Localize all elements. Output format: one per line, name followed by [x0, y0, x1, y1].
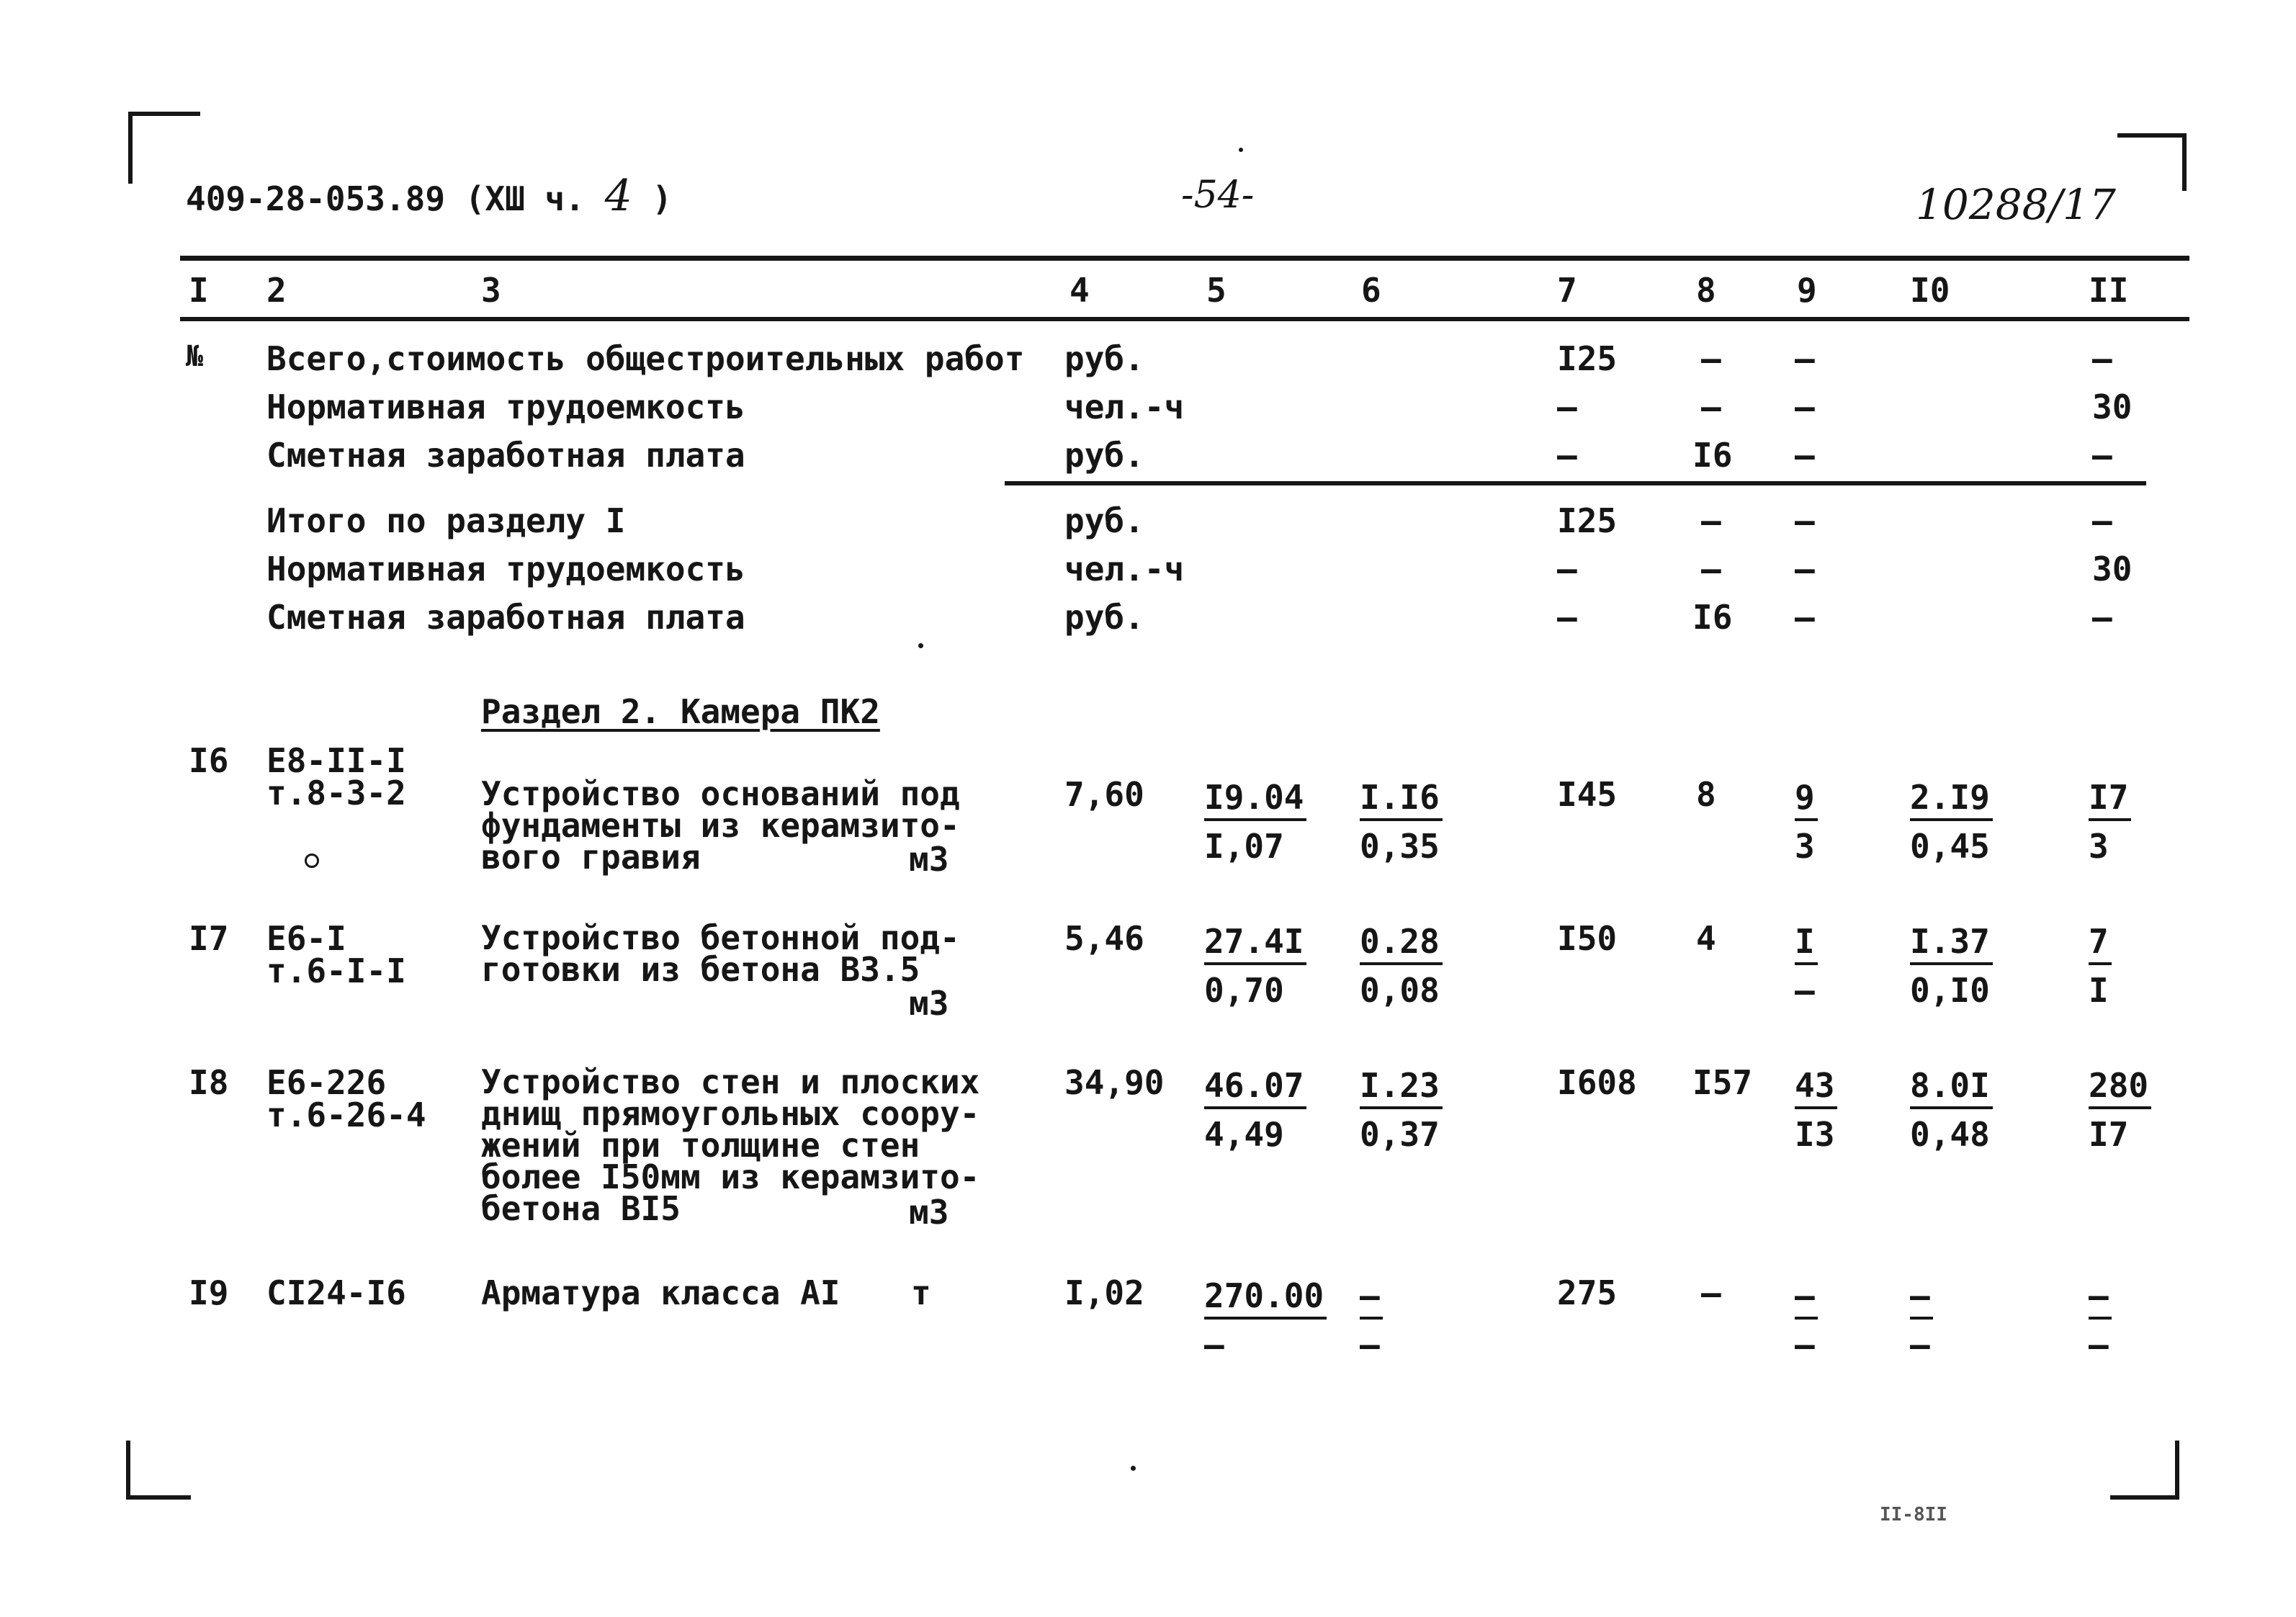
col-header-2: 2: [266, 271, 287, 310]
col-header-9: 9: [1797, 271, 1817, 310]
norm-code: Е6-226: [266, 1063, 387, 1102]
c9-bottom: –: [1795, 971, 1815, 1010]
summary-c7: –: [1557, 436, 1577, 475]
col-header-11: II: [2089, 271, 2129, 310]
summary-c11: 30: [2092, 388, 2133, 426]
c9-bottom: 3: [1795, 827, 1815, 866]
total-cost: I608: [1557, 1063, 1637, 1102]
unit: т: [911, 1273, 931, 1312]
total-cost: I45: [1557, 775, 1618, 814]
c10-top: 8.0I: [1910, 1066, 1993, 1109]
unit-cost-c6: [1360, 1276, 1525, 1364]
summary-c8: I6: [1692, 436, 1733, 475]
doc-code-text: 409-28-053.89 (ХШ ч.: [186, 179, 585, 218]
doc-code-close: ): [652, 179, 673, 218]
c5-top: 270.00: [1204, 1276, 1327, 1320]
summary-label: Нормативная трудоемкость: [266, 388, 745, 426]
summary-unit: руб.: [1064, 501, 1144, 540]
c11-top: 280: [2089, 1066, 2151, 1109]
scan-speck: [918, 643, 923, 648]
work-description: Устройство стен и плоских днищ прямоугольных соору- жений при толщине стен более I50мм из керамзито- бетона ВI5: [481, 1062, 980, 1228]
summary-label: Сметная заработная плата: [266, 598, 745, 637]
quantity: 34,90: [1064, 1063, 1165, 1102]
c9-top: I: [1795, 922, 1818, 965]
row-number: I9: [189, 1273, 229, 1312]
c11-bottom: 3: [2089, 827, 2109, 866]
c9-pair: [1795, 1066, 1881, 1154]
c11-pair: [2089, 922, 2182, 1010]
scan-speck: [1131, 1466, 1136, 1471]
quantity: I,02: [1064, 1273, 1144, 1312]
col-header-1: I: [189, 271, 209, 310]
summary-unit: чел.-ч: [1064, 550, 1185, 588]
unit-cost-c5: [1204, 922, 1370, 1010]
summary-label: Сметная заработная плата: [266, 436, 745, 475]
c6-bottom: 0,37: [1360, 1115, 1440, 1154]
c11-top: 7: [2089, 922, 2112, 965]
c9-bottom: –: [1795, 1325, 1815, 1364]
unit-cost-c6: [1360, 922, 1525, 1010]
unit: м3: [909, 840, 949, 879]
corner-mark-top-right: [2117, 133, 2187, 138]
c8-value: 4: [1696, 919, 1716, 958]
summary-c8: I6: [1692, 598, 1733, 637]
c10-bottom: 0,48: [1910, 1115, 1990, 1154]
summary-c7: –: [1557, 388, 1577, 426]
norm-code: Е6-I: [266, 919, 346, 958]
c9-top: 43: [1795, 1066, 1837, 1109]
summary-c11: –: [2092, 598, 2112, 637]
summary-label: Всего,стоимость общестроительных работ: [266, 339, 1025, 378]
c11-bottom: –: [2089, 1325, 2109, 1364]
doc-code: [186, 171, 673, 221]
c6-top: –: [1360, 1276, 1383, 1320]
c5-top: 46.07: [1204, 1066, 1306, 1109]
col-header-3: 3: [481, 271, 501, 310]
c10-top: –: [1910, 1276, 1933, 1320]
c10-bottom: 0,I0: [1910, 971, 1990, 1010]
col-header-7: 7: [1557, 271, 1577, 310]
c10-pair: [1910, 778, 2040, 866]
unit-cost-c6: [1360, 778, 1525, 866]
c6-bottom: 0,08: [1360, 971, 1440, 1010]
total-cost: I50: [1557, 919, 1618, 958]
section-title: Раздел 2. Камера ПК2: [481, 692, 880, 731]
c9-pair: [1795, 778, 1881, 866]
summary-label: Нормативная трудоемкость: [266, 550, 745, 588]
c11-top: I7: [2089, 778, 2131, 821]
summary-c9: –: [1795, 550, 1815, 588]
c5-bottom: 4,49: [1204, 1115, 1284, 1154]
summary-c8: –: [1701, 339, 1721, 378]
c9-top: –: [1795, 1276, 1818, 1320]
c8-value: I57: [1692, 1063, 1753, 1102]
c10-bottom: 0,45: [1910, 827, 1990, 866]
summary-c7: –: [1557, 550, 1577, 588]
table-top-rule: [180, 256, 2189, 261]
c9-pair: [1795, 922, 1881, 1010]
corner-mark-bottom-left: [126, 1441, 130, 1500]
c9-top: 9: [1795, 778, 1818, 821]
c5-top: I9.04: [1204, 778, 1306, 821]
unit-cost-c5: [1204, 778, 1370, 866]
c11-pair: [2089, 1276, 2182, 1364]
row-number: I8: [189, 1063, 229, 1102]
summary-marker: №: [186, 340, 204, 373]
c5-bottom: 0,70: [1204, 971, 1284, 1010]
quantity: 5,46: [1064, 919, 1144, 958]
summary-unit: чел.-ч: [1064, 388, 1185, 426]
c8-value: –: [1701, 1273, 1721, 1312]
col-header-4: 4: [1069, 271, 1090, 310]
summary-c11: 30: [2092, 550, 2133, 588]
corner-mark-bottom-right: [2110, 1495, 2179, 1500]
c11-bottom: I: [2089, 971, 2109, 1010]
c11-top: –: [2089, 1276, 2112, 1320]
col-header-5: 5: [1206, 271, 1227, 310]
corner-mark-top-left: [128, 112, 133, 184]
unit-cost-c5: [1204, 1276, 1370, 1364]
c5-bottom: –: [1204, 1325, 1224, 1364]
work-description: Устройство оснований под фундаменты из керамзито- вого гравия: [481, 774, 960, 877]
summary-c9: –: [1795, 436, 1815, 475]
c10-pair: [1910, 922, 2040, 1010]
c6-top: 0.28: [1360, 922, 1443, 965]
summary-label: Итого по разделу I: [266, 501, 626, 540]
footer-stamp: II-8II: [1880, 1504, 1947, 1526]
c6-bottom: –: [1360, 1325, 1380, 1364]
summary-c7: –: [1557, 598, 1577, 637]
part-number: 4: [604, 171, 632, 221]
c5-top: 27.4I: [1204, 922, 1306, 965]
c5-bottom: I,07: [1204, 827, 1284, 866]
summary-c9: –: [1795, 339, 1815, 378]
c10-pair: [1910, 1066, 2040, 1154]
summary-c9: –: [1795, 598, 1815, 637]
c6-bottom: 0,35: [1360, 827, 1440, 866]
summary-c8: –: [1701, 501, 1721, 540]
corner-mark-top-right: [2182, 133, 2187, 191]
c11-pair: [2089, 1066, 2182, 1154]
summary-c8: –: [1701, 550, 1721, 588]
quantity: 7,60: [1064, 775, 1144, 814]
col-header-6: 6: [1361, 271, 1381, 310]
unit-cost-c6: [1360, 1066, 1525, 1154]
c6-top: I.I6: [1360, 778, 1443, 821]
norm-table-ref: т.6-26-4: [266, 1096, 426, 1134]
c9-pair: [1795, 1276, 1881, 1364]
c10-pair: [1910, 1276, 2040, 1364]
table-header-rule: [180, 317, 2189, 321]
c11-bottom: I7: [2089, 1115, 2129, 1154]
summary-unit: руб.: [1064, 598, 1144, 637]
c8-value: 8: [1696, 775, 1716, 814]
corner-mark-bottom-left: [126, 1495, 191, 1500]
c6-top: I.23: [1360, 1066, 1443, 1109]
corner-mark-top-left: [128, 112, 200, 116]
norm-code: Е8-II-I: [266, 741, 406, 780]
page-number: -54-: [1181, 174, 1255, 217]
c9-bottom: I3: [1795, 1115, 1835, 1154]
unit: м3: [909, 984, 949, 1023]
summary-c11: –: [2092, 436, 2112, 475]
work-description: Арматура класса АI: [481, 1273, 840, 1312]
summary-c9: –: [1795, 501, 1815, 540]
work-description: Устройство бетонной под- готовки из бетона В3.5: [481, 918, 960, 989]
norm-table-ref: т.8-3-2: [266, 774, 406, 812]
scan-speck: [1239, 148, 1243, 152]
c10-top: I.37: [1910, 922, 1993, 965]
row-number: I6: [189, 741, 229, 780]
c10-bottom: –: [1910, 1325, 1930, 1364]
unit-cost-c5: [1204, 1066, 1370, 1154]
col-header-8: 8: [1696, 271, 1716, 310]
bullet-mark: [305, 854, 319, 868]
norm-code: СI24-I6: [266, 1273, 406, 1312]
c11-pair: [2089, 778, 2182, 866]
summary-divider-rule: [1005, 481, 2146, 485]
summary-c11: –: [2092, 339, 2112, 378]
norm-table-ref: т.6-I-I: [266, 951, 406, 990]
row-number: I7: [189, 919, 229, 958]
summary-c9: –: [1795, 388, 1815, 426]
c10-top: 2.I9: [1910, 778, 1993, 821]
summary-c7: I25: [1557, 339, 1618, 378]
summary-unit: руб.: [1064, 436, 1144, 475]
col-header-10: I0: [1910, 271, 1950, 310]
summary-c7: I25: [1557, 501, 1618, 540]
summary-c8: –: [1701, 388, 1721, 426]
summary-c11: –: [2092, 501, 2112, 540]
inventory-number: 10288/17: [1916, 180, 2116, 229]
unit: м3: [909, 1193, 949, 1232]
corner-mark-bottom-right: [2175, 1441, 2179, 1500]
total-cost: 275: [1557, 1273, 1618, 1312]
summary-unit: руб.: [1064, 339, 1144, 378]
